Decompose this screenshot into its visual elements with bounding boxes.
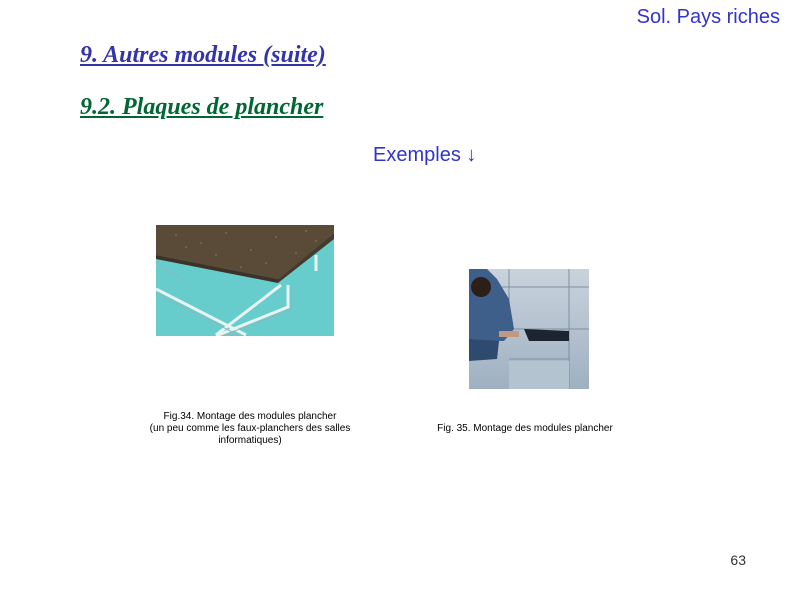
examples-label: Exemples ↓ — [373, 144, 477, 166]
figure-34-caption-line-2: (un peu comme les faux-planchers des salles — [149, 423, 351, 434]
page-number: 63 — [730, 552, 746, 568]
section-tag: Sol. Pays riches — [636, 6, 780, 28]
figure-35-caption: Fig. 35. Montage des modules plancher — [437, 423, 613, 434]
figure-35-installation-photo — [469, 269, 589, 389]
figure-34-caption-line-1: Fig.34. Montage des modules plancher — [163, 411, 337, 422]
slide-subtitle: 9.2. Plaques de plancher — [80, 94, 324, 120]
slide-title: 9. Autres modules (suite) — [80, 42, 326, 68]
figure-34-caption — [110, 411, 390, 447]
figure-34-caption-line-3: informatiques) — [218, 435, 282, 446]
figure-34-floor-modules-illustration — [156, 225, 334, 336]
